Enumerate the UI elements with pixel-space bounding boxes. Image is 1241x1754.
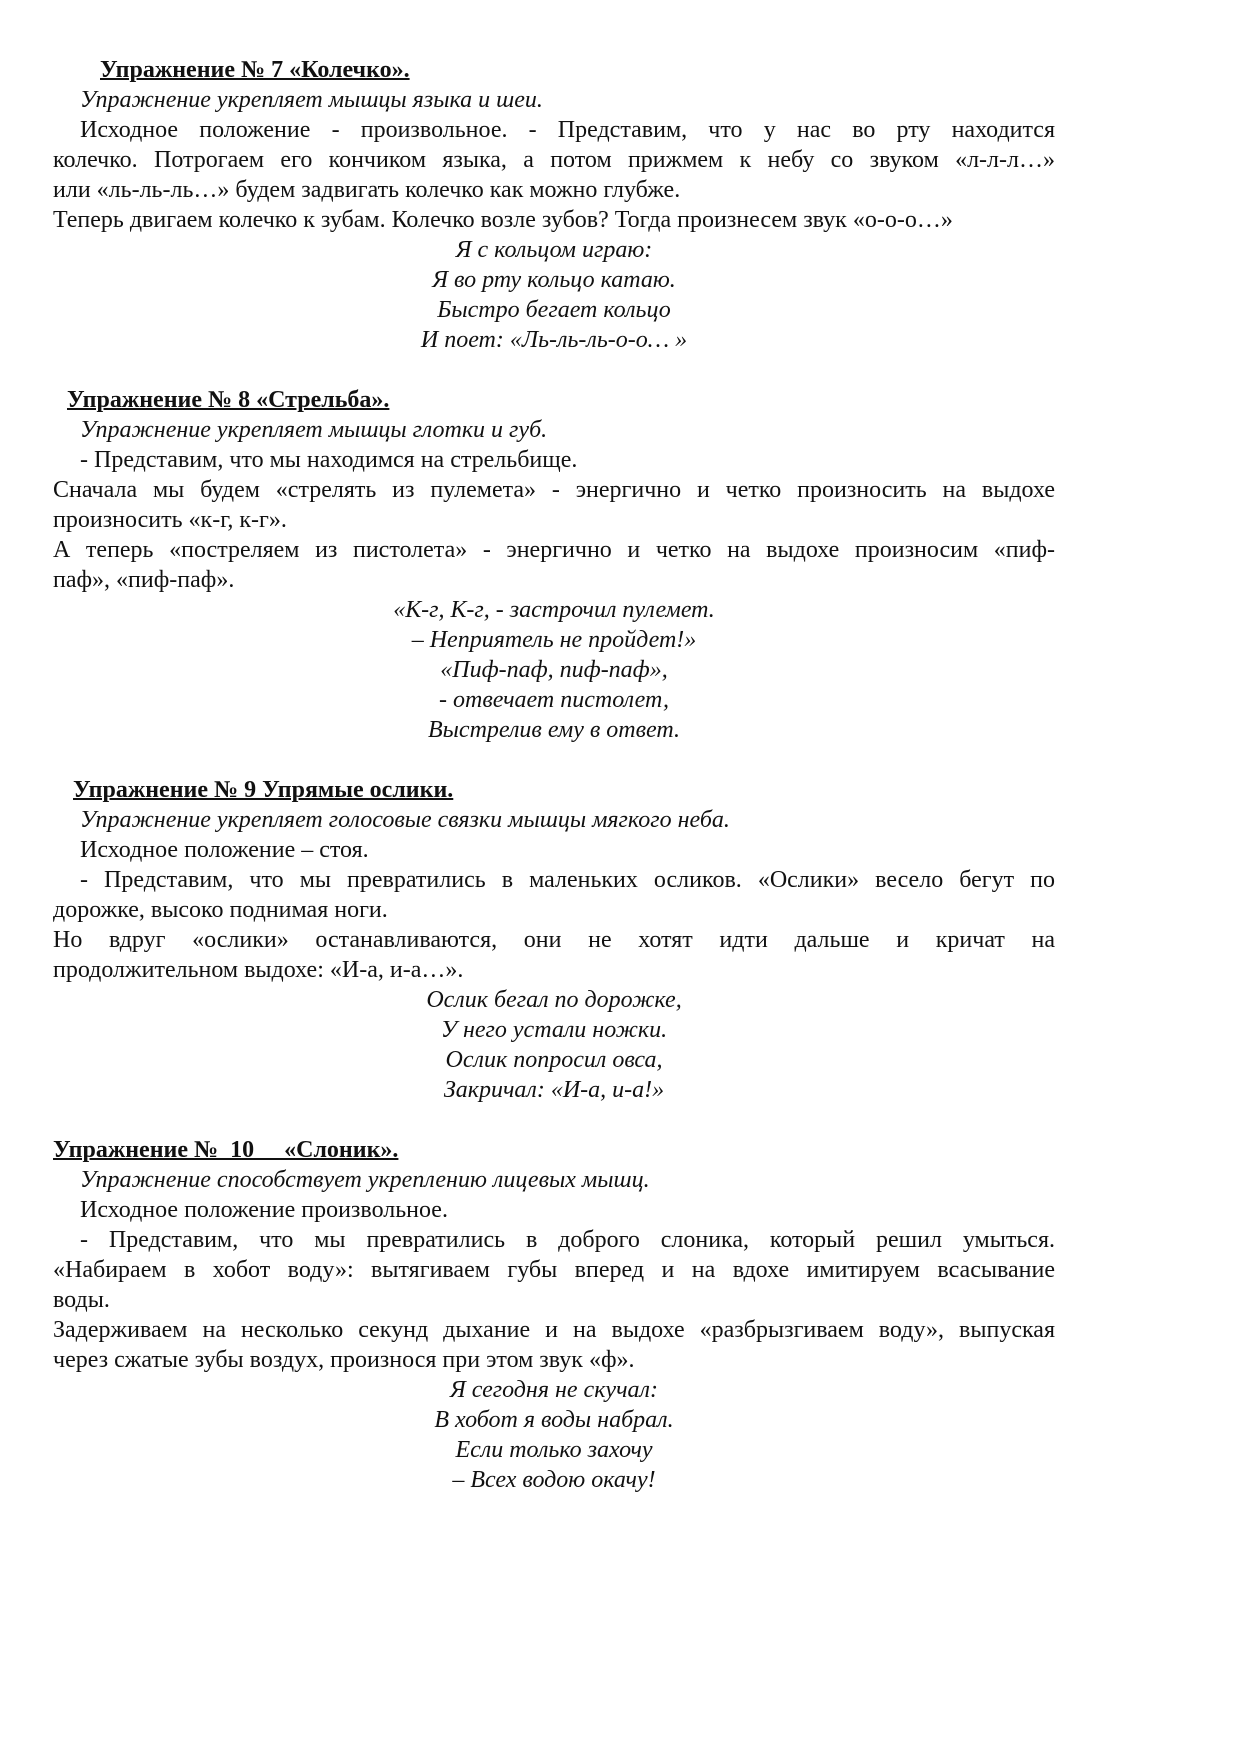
poem-line: В хобот я воды набрал. xyxy=(434,1407,674,1433)
paragraph-line: - Представим, что мы превратились в доброго слоника, который решил умыться. xyxy=(80,1227,1055,1253)
paragraph-line: или «ль-ль-ль…» будем задвигать колечко как можно глубже. xyxy=(53,177,681,203)
poem-line: - отвечает пистолет, xyxy=(439,687,669,713)
exercise-subtitle: Упражнение способствует укреплению лицевых мышц. xyxy=(80,1167,650,1193)
exercise-title: Упражнение № 8 «Стрельба». xyxy=(67,387,390,413)
poem-line: И поет: «Ль-ль-ль-о-о… » xyxy=(420,327,688,353)
paragraph-line: - Представим, что мы находимся на стрельбище. xyxy=(80,447,578,473)
exercise-title: Упражнение № 9 Упрямые ослики. xyxy=(73,777,454,803)
paragraph-line: произносить «к-г, к-г». xyxy=(53,507,287,533)
paragraph-line: дорожке, высоко поднимая ноги. xyxy=(53,897,388,923)
poem-line: Закричал: «И-а, и-а!» xyxy=(443,1077,665,1103)
poem-line: – Всех водою окачу! xyxy=(452,1467,656,1493)
paragraph-line: Теперь двигаем колечко к зубам. Колечко возле зубов? Тогда произнесем звук «о-о-о…» xyxy=(53,207,953,233)
paragraph-line: Но вдруг «ослики» останавливаются, они не хотят идти дальше и кричат на xyxy=(53,927,1055,953)
exercise-title: Упражнение № 7 «Колечко». xyxy=(100,57,410,83)
poem-line: Быстро бегает кольцо xyxy=(437,297,671,323)
paragraph-line: А теперь «постреляем из пистолета» - энергично и четко на выдохе произносим «пиф- xyxy=(53,537,1055,563)
paragraph-line: через сжатые зубы воздух, произнося при этом звук «ф». xyxy=(53,1347,635,1373)
exercise-7 xyxy=(53,55,1055,355)
poem-line: «Пиф-паф, пиф-паф», xyxy=(440,657,668,683)
poem-line: У него устали ножки. xyxy=(440,1017,668,1043)
poem-line: Ослик попросил овса, xyxy=(445,1047,663,1073)
poem-line: «К-г, К-г, - застрочил пулемет. xyxy=(393,597,715,623)
paragraph-line: Исходное положение – стоя. xyxy=(80,837,369,863)
paragraph-line: продолжительном выдохе: «И-а, и-а…». xyxy=(53,957,464,983)
document-page xyxy=(53,55,1055,1495)
paragraph-line: Задерживаем на несколько секунд дыхание и на выдохе «разбрызгиваем воду», выпуская xyxy=(53,1317,1055,1343)
exercise-9 xyxy=(53,775,1055,1105)
paragraph-line: паф», «пиф-паф». xyxy=(53,567,235,593)
paragraph-line: Сначала мы будем «стрелять из пулемета» - энергично и четко произносить на выдохе xyxy=(53,477,1055,503)
poem-line: Выстрелив ему в ответ. xyxy=(428,717,680,743)
exercise-subtitle: Упражнение укрепляет мышцы глотки и губ. xyxy=(80,417,548,443)
exercise-8 xyxy=(53,385,1055,745)
exercise-subtitle: Упражнение укрепляет мышцы языка и шеи. xyxy=(80,87,543,113)
exercise-title: Упражнение № 10 «Слоник». xyxy=(53,1137,399,1163)
poem-line: Я сегодня не скучал: xyxy=(449,1377,658,1403)
paragraph-line: Исходное положение произвольное. xyxy=(80,1197,448,1223)
poem-line: – Неприятель не пройдет!» xyxy=(411,627,697,653)
exercise-10 xyxy=(53,1135,1055,1495)
paragraph-line: Исходное положение - произвольное. - Представим, что у нас во рту находится xyxy=(80,117,1055,143)
paragraph-line: «Набираем в хобот воду»: вытягиваем губы вперед и на вдохе имитируем всасывание xyxy=(53,1257,1055,1283)
poem-line: Ослик бегал по дорожке, xyxy=(426,987,682,1013)
poem-line: Я во рту кольцо катаю. xyxy=(432,267,676,293)
paragraph-line: колечко. Потрогаем его кончиком языка, а потом прижмем к небу со звуком «л-л-л…» xyxy=(53,147,1055,173)
exercise-subtitle: Упражнение укрепляет голосовые связки мышцы мягкого неба. xyxy=(80,807,730,833)
paragraph-line: воды. xyxy=(53,1287,110,1313)
poem-line: Если только захочу xyxy=(455,1437,653,1463)
paragraph-line: - Представим, что мы превратились в маленьких осликов. «Ослики» весело бегут по xyxy=(80,867,1055,893)
poem-line: Я с кольцом играю: xyxy=(455,237,653,263)
